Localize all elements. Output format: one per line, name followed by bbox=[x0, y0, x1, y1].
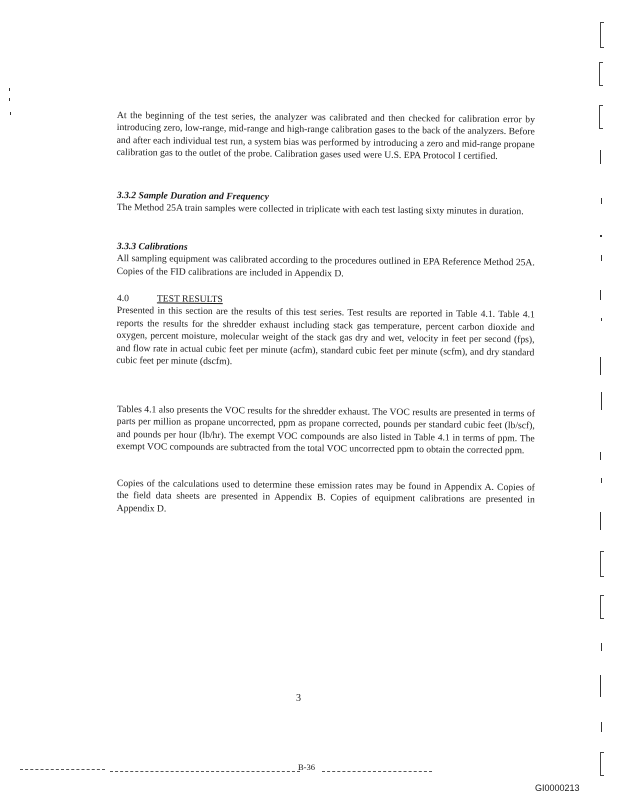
section-number: 4.0 bbox=[116, 293, 129, 305]
scan-speck bbox=[601, 392, 602, 410]
appendix-copies-text: Copies of the calculations used to determine these emission rates may be found in Appendix A. Copies of the field data sheets are presented in Appendix B. Copies of equipment calibrations are presented in Appendix D. bbox=[116, 478, 535, 515]
scan-binding-mark bbox=[600, 22, 604, 48]
calibrations-section bbox=[117, 241, 535, 283]
test-results-section bbox=[116, 293, 535, 372]
scan-dash-line bbox=[20, 769, 105, 771]
sample-duration-heading: 3.3.2 Sample Duration and Frequency bbox=[116, 190, 269, 203]
voc-results-paragraph bbox=[116, 404, 534, 458]
scan-speck bbox=[601, 198, 602, 204]
scan-speck bbox=[600, 452, 601, 460]
calibrations-heading: 3.3.3 Calibrations bbox=[116, 241, 188, 253]
voc-results-text: Tables 4.1 also presents the VOC results for the shredder exhaust. The VOC results are presented in terms of parts per million as propane uncorrected, ppm as propane corrected, pounds per standard cubic feet (lb/scf), and pounds per hour (lb/hr). The exempt VOC compounds are also listed in Table 4.1 in terms of ppm. The exempt VOC compounds are subtracted from the total VOC uncorrected ppm to obtain the corrected ppm. bbox=[116, 404, 535, 457]
scan-binding-mark bbox=[599, 105, 603, 129]
scan-speck bbox=[601, 722, 602, 732]
scan-dash-line bbox=[110, 771, 300, 773]
scan-speck bbox=[601, 478, 602, 483]
results-intro-text: Presented in this section are the results of this test series. Test results are reported in Table 4.1. Table 4.1 reports the results for the shredder exhaust including stack gas temperature, percent carbon dioxide and oxygen, percent moisture, molecular weight of the stack gas dry and wet, velocity in feet per second (fps), and flow rate in actual cubic feet per minute (acfm), standard cubic feet per minute (scfm), and dry standard cubic feet per minute (dscfm). bbox=[116, 305, 535, 368]
scan-speck bbox=[600, 512, 601, 530]
calibrations-text: All sampling equipment was calibrated according to the procedures outlined in EPA Reference Method 25A. Copies of the FID calibrations are included in Appendix D. bbox=[116, 253, 535, 280]
scan-dash-line bbox=[322, 771, 432, 773]
scan-speck bbox=[601, 643, 602, 651]
bates-number: GI0000213 bbox=[535, 783, 580, 793]
scan-binding-mark bbox=[599, 62, 603, 86]
scan-binding-mark bbox=[600, 752, 604, 776]
scan-speck bbox=[600, 235, 602, 237]
scan-binding-mark bbox=[600, 595, 604, 619]
scan-speck bbox=[9, 88, 10, 91]
appendix-page-code: B-36 bbox=[298, 762, 315, 772]
duration-text: The Method 25A train samples were collected in triplicate with each test lasting sixty minutes in duration. bbox=[116, 202, 524, 218]
scan-speck bbox=[600, 150, 601, 164]
appendix-paragraph bbox=[117, 478, 535, 520]
scan-speck bbox=[9, 98, 10, 101]
scan-binding-mark bbox=[600, 551, 604, 577]
scan-speck bbox=[600, 675, 601, 697]
calibration-paragraph bbox=[116, 110, 534, 164]
scan-speck bbox=[600, 357, 601, 375]
scan-speck bbox=[10, 112, 11, 115]
page-number: 3 bbox=[296, 693, 301, 704]
calibration-intro-text: At the beginning of the test series, the analyzer was calibrated and then checked for calibration error by introducing zero, low-range, mid-range and high-range calibration gases to the back of the analyzers. Before and after each individual test run, a system bias was performed by introducing a zero and mid-range propane calibration gas to the outlet of the probe. Calibration gases used were U.S. EPA Protocol I certified. bbox=[116, 110, 535, 163]
section-title: TEST RESULTS bbox=[156, 293, 223, 306]
scan-speck bbox=[600, 290, 601, 300]
scan-speck bbox=[601, 255, 602, 261]
scan-speck bbox=[601, 318, 602, 321]
sample-duration-section bbox=[117, 190, 535, 219]
